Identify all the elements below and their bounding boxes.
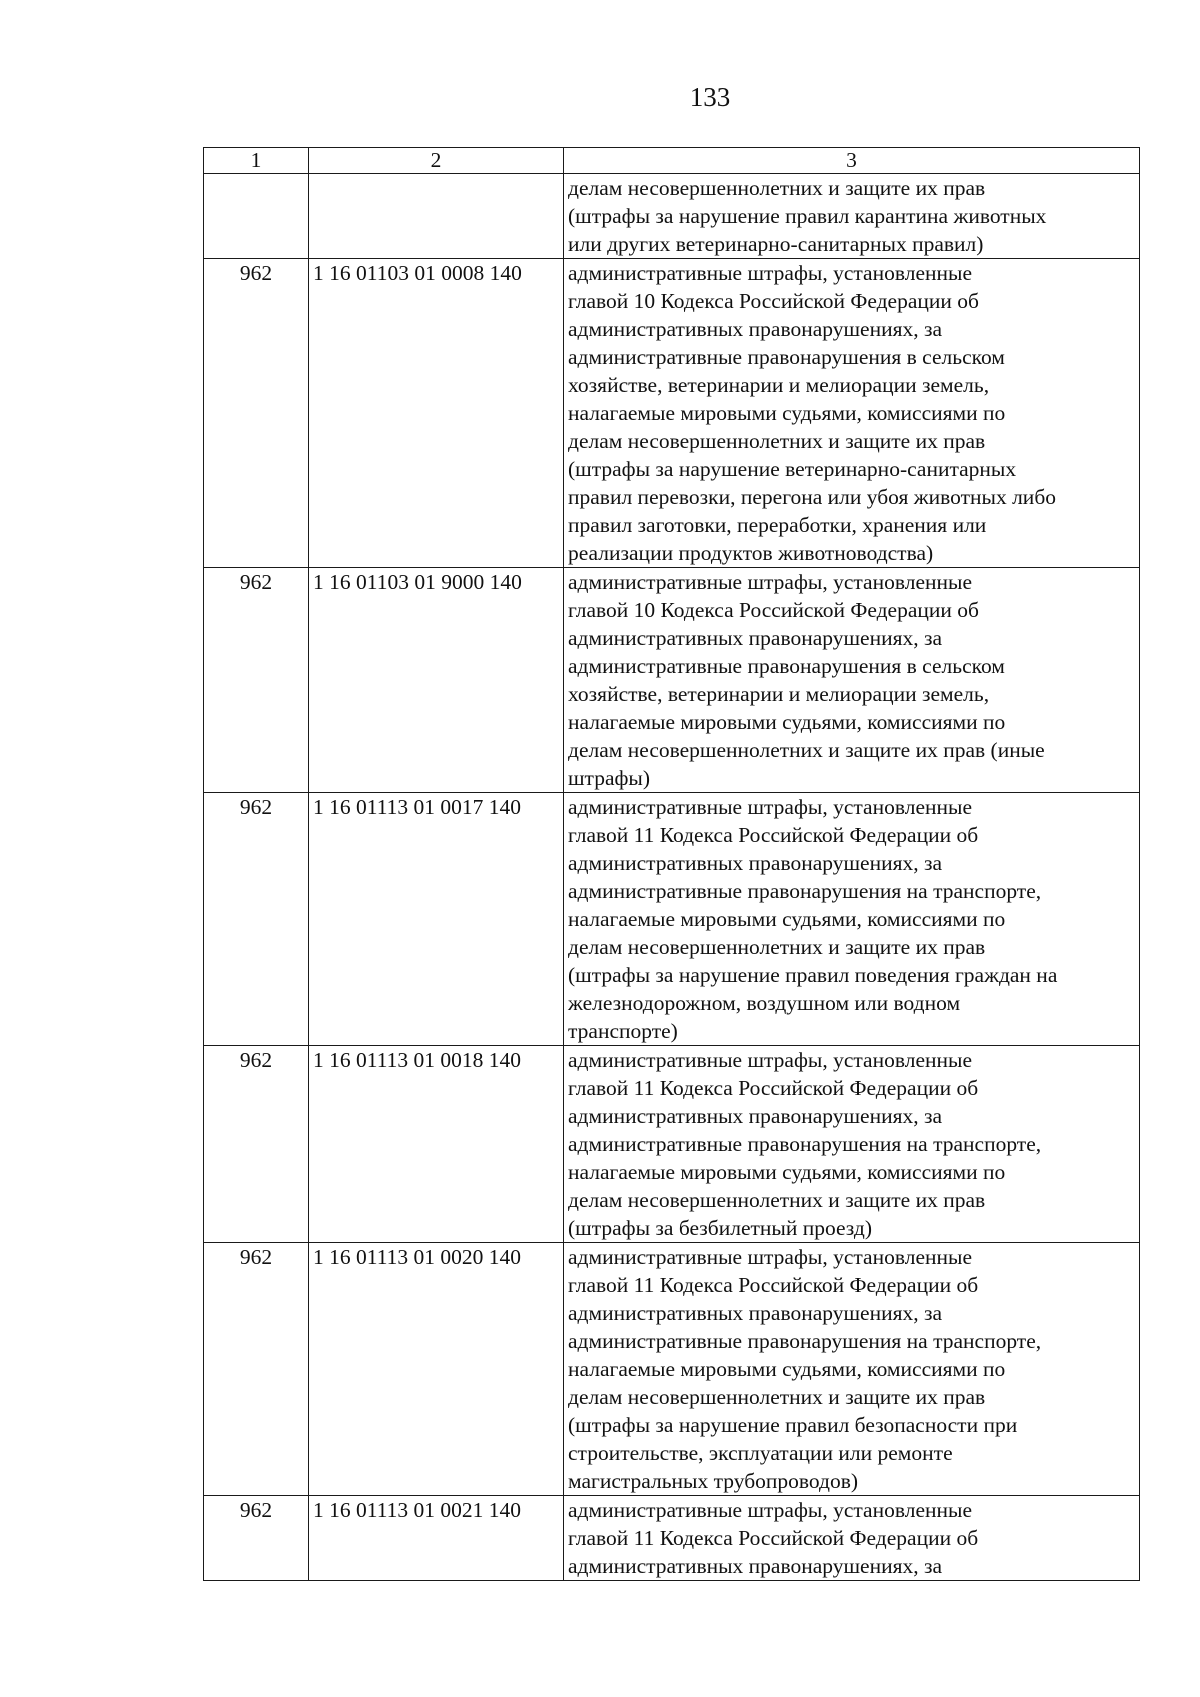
revenue-code-cell: 1 16 01103 01 0008 140 [309, 259, 564, 568]
description-line: (штрафы за нарушение правил безопасности при [568, 1413, 1018, 1437]
description-line: налагаемые мировыми судьями, комиссиями по [568, 401, 1006, 425]
description-line: административных правонарушениях, за [568, 1104, 943, 1128]
description-cell [564, 174, 1140, 259]
description-line: реализации продуктов животноводства) [568, 541, 934, 565]
revenue-code-cell [309, 174, 564, 259]
description-line: административные правонарушения в сельском [568, 654, 1005, 678]
admin-code-cell [204, 174, 309, 259]
table-row [204, 1496, 1140, 1581]
description-cell [564, 1496, 1140, 1581]
description-line: магистральных трубопроводов) [568, 1469, 859, 1493]
revenue-code-cell: 1 16 01113 01 0021 140 [309, 1496, 564, 1581]
revenue-codes-table [203, 147, 1140, 1581]
description-line: административных правонарушениях, за [568, 851, 943, 875]
description-cell [564, 1243, 1140, 1496]
admin-code-cell: 962 [204, 259, 309, 568]
description-line: административные правонарушения на транспорте, [568, 879, 1042, 903]
table-row [204, 793, 1140, 1046]
description-line: делам несовершеннолетних и защите их прав [568, 176, 986, 200]
description-line: правил заготовки, переработки, хранения или [568, 513, 987, 537]
description-line: главой 11 Кодекса Российской Федерации об [568, 1076, 979, 1100]
description-line: административные штрафы, установленные [568, 1048, 972, 1072]
table-body [204, 174, 1140, 1581]
description-line: строительстве, эксплуатации или ремонте [568, 1441, 953, 1465]
admin-code-cell: 962 [204, 1046, 309, 1243]
revenue-code-cell: 1 16 01113 01 0020 140 [309, 1243, 564, 1496]
description-line: административные штрафы, установленные [568, 1498, 972, 1522]
description-line: делам несовершеннолетних и защите их прав [568, 429, 986, 453]
admin-code-cell: 962 [204, 793, 309, 1046]
description-line: главой 10 Кодекса Российской Федерации об [568, 598, 979, 622]
description-line: хозяйстве, ветеринарии и мелиорации земель, [568, 682, 990, 706]
revenue-code-cell: 1 16 01103 01 9000 140 [309, 568, 564, 793]
description-line: налагаемые мировыми судьями, комиссиями по [568, 1357, 1006, 1381]
description-cell [564, 568, 1140, 793]
description-line: административных правонарушениях, за [568, 1301, 943, 1325]
description-line: административные правонарушения в сельском [568, 345, 1005, 369]
description-line: (штрафы за нарушение правил поведения граждан на [568, 963, 1058, 987]
description-line: железнодорожном, воздушном или водном [568, 991, 961, 1015]
admin-code-cell: 962 [204, 1496, 309, 1581]
description-line: делам несовершеннолетних и защите их прав [568, 1188, 986, 1212]
description-line: административных правонарушениях, за [568, 317, 943, 341]
description-line: налагаемые мировыми судьями, комиссиями по [568, 907, 1006, 931]
admin-code-cell: 962 [204, 568, 309, 793]
description-line: или других ветеринарно-санитарных правил) [568, 232, 984, 256]
description-line: делам несовершеннолетних и защите их прав [568, 935, 986, 959]
description-line: главой 11 Кодекса Российской Федерации об [568, 1526, 979, 1550]
description-line: административные штрафы, установленные [568, 1245, 972, 1269]
description-line: административные правонарушения на транспорте, [568, 1132, 1042, 1156]
table-row [204, 1046, 1140, 1243]
description-cell [564, 259, 1140, 568]
header-col-3: 3 [564, 148, 1140, 174]
description-line: административных правонарушениях, за [568, 1554, 943, 1578]
description-line: налагаемые мировыми судьями, комиссиями по [568, 710, 1006, 734]
description-line: хозяйстве, ветеринарии и мелиорации земель, [568, 373, 990, 397]
table-row [204, 259, 1140, 568]
description-cell [564, 793, 1140, 1046]
description-line: главой 10 Кодекса Российской Федерации об [568, 289, 979, 313]
description-line: административные штрафы, установленные [568, 795, 972, 819]
table-header [204, 148, 1140, 174]
description-line: штрафы) [568, 766, 651, 790]
description-line: главой 11 Кодекса Российской Федерации об [568, 1273, 979, 1297]
description-cell [564, 1046, 1140, 1243]
description-line: административные штрафы, установленные [568, 261, 972, 285]
description-line: главой 11 Кодекса Российской Федерации об [568, 823, 979, 847]
description-line: (штрафы за нарушение правил карантина животных [568, 204, 1047, 228]
header-col-2: 2 [309, 148, 564, 174]
description-line: административные правонарушения на транспорте, [568, 1329, 1042, 1353]
description-line: делам несовершеннолетних и защите их прав [568, 1385, 986, 1409]
header-row [204, 148, 1140, 174]
description-line: налагаемые мировыми судьями, комиссиями по [568, 1160, 1006, 1184]
description-line: (штрафы за безбилетный проезд) [568, 1216, 873, 1240]
description-line: (штрафы за нарушение ветеринарно-санитарных [568, 457, 1017, 481]
table-row [204, 568, 1140, 793]
revenue-code-cell: 1 16 01113 01 0017 140 [309, 793, 564, 1046]
page-number: 133 [689, 82, 731, 112]
description-line: административных правонарушениях, за [568, 626, 943, 650]
header-col-1: 1 [204, 148, 309, 174]
description-line: правил перевозки, перегона или убоя животных либо [568, 485, 1057, 509]
admin-code-cell: 962 [204, 1243, 309, 1496]
description-line: делам несовершеннолетних и защите их прав (иные [568, 738, 1045, 762]
description-line: транспорте) [568, 1019, 678, 1043]
revenue-code-cell: 1 16 01113 01 0018 140 [309, 1046, 564, 1243]
description-line: административные штрафы, установленные [568, 570, 972, 594]
table-row [204, 1243, 1140, 1496]
table-row [204, 174, 1140, 259]
